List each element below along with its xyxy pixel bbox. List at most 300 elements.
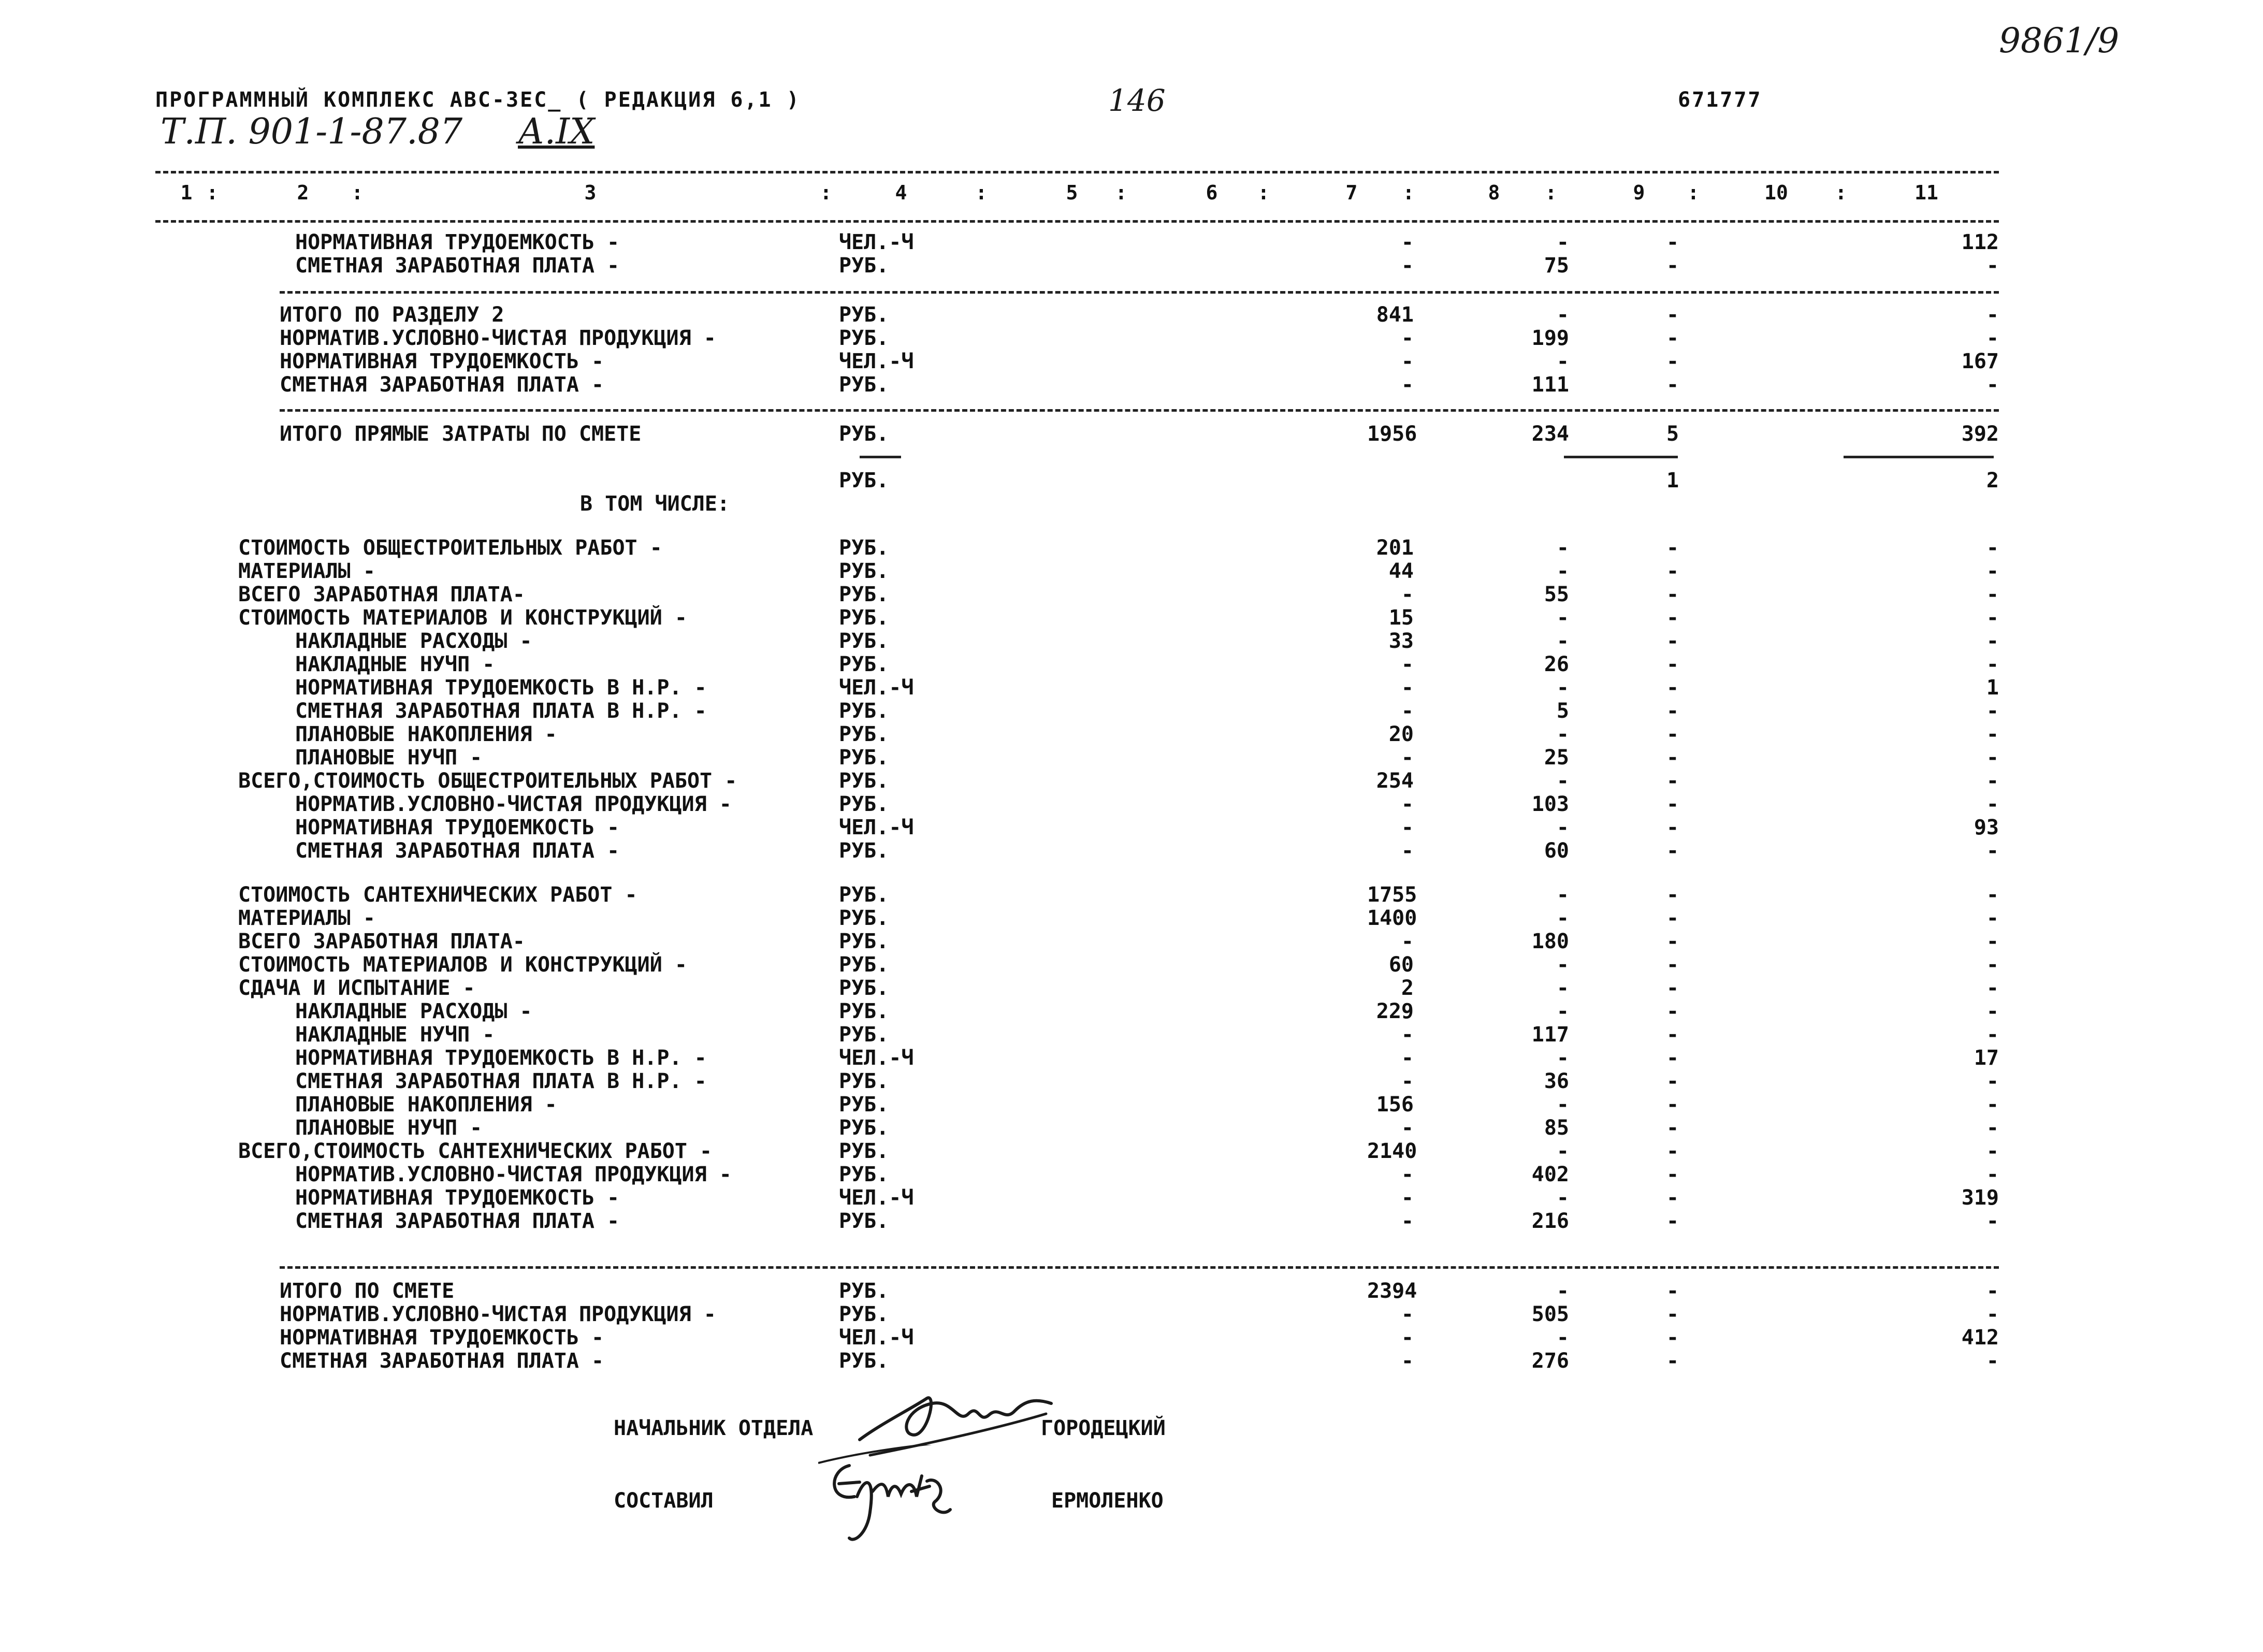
cost-value: - [1401,1186,1414,1210]
machine-value: - [1666,629,1679,653]
cost-value: - [1401,1069,1414,1093]
wage-value: 103 [1531,792,1569,816]
row-unit: РУБ. [839,1093,889,1117]
machine-value: 5 [1666,422,1679,446]
table-row [0,326,2263,350]
row-description: ВСЕГО ЗАРАБОТНАЯ ПЛАТА- [238,930,525,953]
wage-value: - [1556,350,1569,373]
cost-value: - [1401,350,1414,373]
row-description: ПЛАНОВЫЕ НАКОПЛЕНИЯ - [295,1093,557,1117]
cost-value: - [1401,1023,1414,1047]
row-description: СМЕТНАЯ ЗАРАБОТНАЯ ПЛАТА - [295,839,620,863]
labor-value: - [1986,326,1999,350]
row-unit: РУБ. [839,254,889,278]
labor-value: - [1986,883,1999,907]
program-title: ПРОГРАММНЫЙ КОМПЛЕКС АВС-3ЕС_ ( РЕДАКЦИЯ 6,1 ) [155,88,801,112]
column-number: 3 [584,181,597,204]
row-unit: РУБ. [839,930,889,953]
labor-value: - [1986,559,1999,583]
row-description: НОРМАТИВНАЯ ТРУДОЕМКОСТЬ В Н.Р. - [295,1046,707,1070]
row-description: НАКЛАДНЫЕ РАСХОДЫ - [295,629,532,653]
row-unit: РУБ. [839,953,889,977]
row-unit: РУБ. [839,722,889,746]
wage-value: - [1556,906,1569,930]
column-number: 1 [180,181,193,204]
wage-value: - [1556,883,1569,907]
table-row [0,976,2263,1000]
column-separator: : [1835,181,1847,204]
table-row [0,953,2263,977]
row-unit: РУБ. [839,536,889,560]
row-unit: РУБ. [839,976,889,1000]
row-unit: РУБ. [839,1279,889,1303]
row-unit: РУБ. [839,606,889,630]
machine-value: - [1666,1186,1679,1210]
labor-value: - [1986,792,1999,816]
cost-value: - [1401,746,1414,770]
wage-value: - [1556,1186,1569,1210]
row-description: МАТЕРИАЛЫ - [238,559,375,583]
labor-value: 392 [1961,422,1999,446]
row-unit: РУБ. [839,373,889,397]
cost-value: - [1401,653,1414,676]
labor-value: - [1986,699,1999,723]
labor-value: 412 [1961,1326,1999,1350]
row-unit: ЧЕЛ.-Ч [839,1046,914,1070]
table-row [0,583,2263,606]
cost-value: - [1401,816,1414,839]
row-description: НАКЛАДНЫЕ НУЧП - [295,653,495,676]
machine-value: - [1666,350,1679,373]
row-description: НАКЛАДНЫЕ НУЧП - [295,1023,495,1047]
machine-value: - [1666,653,1679,676]
row-unit: ЧЕЛ.-Ч [839,1186,914,1210]
row-description: НОРМАТИВ.УСЛОВНО-ЧИСТАЯ ПРОДУКЦИЯ - [280,1302,716,1326]
cost-value: - [1401,230,1414,254]
machine-value: - [1666,326,1679,350]
row-description: СТОИМОСТЬ МАТЕРИАЛОВ И КОНСТРУКЦИЙ - [238,953,687,977]
table-row [0,254,2263,278]
labor-value: 93 [1974,816,1999,839]
row-description: МАТЕРИАЛЫ - [238,906,375,930]
cost-value: 1956 [1367,422,1417,446]
wage-value: - [1556,999,1569,1023]
machine-value: - [1666,746,1679,770]
labor-value: - [1986,1116,1999,1140]
wage-value: - [1556,230,1569,254]
row-unit: РУБ. [839,792,889,816]
row-unit: РУБ. [839,422,889,446]
row-description: НОРМАТИВНАЯ ТРУДОЕМКОСТЬ - [295,230,620,254]
wage-value: - [1556,953,1569,977]
chief-label: НАЧАЛЬНИК ОТДЕЛА [614,1416,814,1440]
row-unit: РУБ. [839,559,889,583]
table-row [0,1093,2263,1117]
machine-value: - [1666,1139,1679,1163]
cost-value: - [1401,1116,1414,1140]
labor-value: - [1986,1093,1999,1117]
cost-value: 156 [1376,1093,1414,1117]
subtotal-underline [1564,456,1678,458]
machine-value: - [1666,722,1679,746]
wage-value: - [1556,769,1569,793]
table-row [0,373,2263,397]
labor-value: - [1986,1139,1999,1163]
labor-value: 1 [1986,676,1999,700]
machine-value: - [1666,1349,1679,1373]
cost-value: 15 [1388,606,1414,630]
column-number: 10 [1764,181,1788,204]
wage-value: - [1556,676,1569,700]
wage-value: 36 [1544,1069,1569,1093]
wage-value: 234 [1531,422,1569,446]
wage-value: - [1556,1279,1569,1303]
row-description: СТОИМОСТЬ САНТЕХНИЧЕСКИХ РАБОТ - [238,883,637,907]
author-label: СОСТАВИЛ [614,1489,714,1513]
table-row [0,1163,2263,1186]
table-row [0,999,2263,1023]
row-unit: ЧЕЛ.-Ч [839,230,914,254]
table-row [0,839,2263,863]
section-rule [280,291,1999,294]
table-row [0,606,2263,630]
wage-value: - [1556,1326,1569,1350]
wage-value: - [1556,1046,1569,1070]
wage-value: 25 [1544,746,1569,770]
machine-value: - [1666,1302,1679,1326]
table-top-rule [155,171,1999,173]
wage-value: 199 [1531,326,1569,350]
labor-value: - [1986,373,1999,397]
subtotal-underline [860,456,901,458]
row-description: НОРМАТИВ.УСЛОВНО-ЧИСТАЯ ПРОДУКЦИЯ - [295,792,732,816]
cost-value: - [1401,930,1414,953]
row-description: НОРМАТИВНАЯ ТРУДОЕМКОСТЬ - [295,816,620,839]
table-row [0,1209,2263,1233]
wage-value: 75 [1544,254,1569,278]
row-unit: РУБ. [839,699,889,723]
machine-value: - [1666,1279,1679,1303]
labor-value: - [1986,999,1999,1023]
row-description: СМЕТНАЯ ЗАРАБОТНАЯ ПЛАТА - [280,373,604,397]
column-separator: : [206,181,219,204]
cost-value: - [1401,373,1414,397]
table-row [0,1279,2263,1303]
machine-value: - [1666,1163,1679,1186]
column-number: 11 [1914,181,1938,204]
cost-value: 1400 [1367,906,1417,930]
cost-value: - [1401,1163,1414,1186]
labor-value: - [1986,1349,1999,1373]
cost-value: 60 [1388,953,1414,977]
machine-value: - [1666,1209,1679,1233]
column-separator: : [1687,181,1700,204]
row-unit: РУБ. [839,1163,889,1186]
column-number: 2 [297,181,309,204]
column-separator: : [975,181,988,204]
labor-value: 112 [1961,230,1999,254]
row-description: ИТОГО ПРЯМЫЕ ЗАТРАТЫ ПО СМЕТЕ [280,422,642,446]
wage-value: - [1556,303,1569,327]
machine-value: - [1666,1116,1679,1140]
row-description: СМЕТНАЯ ЗАРАБОТНАЯ ПЛАТА В Н.Р. - [295,699,707,723]
column-separator: : [1115,181,1127,204]
machine-value: - [1666,976,1679,1000]
cost-value: 254 [1376,769,1414,793]
row-description: СМЕТНАЯ ЗАРАБОТНАЯ ПЛАТА - [295,254,620,278]
machine-value: - [1666,816,1679,839]
wage-value: 85 [1544,1116,1569,1140]
row-description: НОРМАТИВНАЯ ТРУДОЕМКОСТЬ - [295,1186,620,1210]
table-row [0,492,2263,516]
labor-value: - [1986,906,1999,930]
cost-value: 20 [1388,722,1414,746]
wage-value: - [1556,629,1569,653]
wage-value: - [1556,722,1569,746]
archive-stamp: 9861/9 [1999,21,2120,61]
labor-value: - [1986,254,1999,278]
row-unit: ЧЕЛ.-Ч [839,816,914,839]
table-row [0,422,2263,446]
row-unit: РУБ. [839,839,889,863]
section-rule [280,409,1999,412]
table-row [0,536,2263,560]
row-unit: РУБ. [839,326,889,350]
table-row [0,676,2263,700]
labor-value: - [1986,930,1999,953]
labor-value: - [1986,303,1999,327]
wage-value: 111 [1531,373,1569,397]
row-unit: РУБ. [839,906,889,930]
table-row [0,906,2263,930]
table-row [0,883,2263,907]
labor-value: - [1986,583,1999,606]
table-row [0,699,2263,723]
table-row [0,559,2263,583]
table-row [0,792,2263,816]
cost-value: - [1401,1326,1414,1350]
chief-name: ГОРОДЕЦКИЙ [1041,1416,1166,1440]
machine-value: - [1666,999,1679,1023]
row-description: НОРМАТИВНАЯ ТРУДОЕМКОСТЬ - [280,1326,604,1350]
row-description: СТОИМОСТЬ ОБЩЕСТРОИТЕЛЬНЫХ РАБОТ - [238,536,662,560]
row-description: ПЛАНОВЫЕ НУЧП - [295,746,483,770]
labor-value: - [1986,536,1999,560]
column-number: 5 [1066,181,1078,204]
cost-value: 2 [1401,976,1414,1000]
wage-value: 180 [1531,930,1569,953]
row-unit: РУБ. [839,1349,889,1373]
labor-value: - [1986,1302,1999,1326]
wage-value: 402 [1531,1163,1569,1186]
row-description: В ТОМ ЧИСЛЕ: [580,492,730,516]
wage-value: - [1556,536,1569,560]
machine-value: - [1666,254,1679,278]
wage-value: 216 [1531,1209,1569,1233]
machine-value: - [1666,373,1679,397]
row-description: ВСЕГО ЗАРАБОТНАЯ ПЛАТА- [238,583,525,606]
labor-value: - [1986,1279,1999,1303]
author-signature-icon [818,1445,974,1548]
row-description: НОРМАТИВНАЯ ТРУДОЕМКОСТЬ В Н.Р. - [295,676,707,700]
column-separator: : [1402,181,1415,204]
cost-value: 33 [1388,629,1414,653]
table-row [0,469,2263,492]
row-description: НОРМАТИВНАЯ ТРУДОЕМКОСТЬ - [280,350,604,373]
labor-value: - [1986,1209,1999,1233]
labor-value: - [1986,769,1999,793]
wage-value: - [1556,816,1569,839]
machine-value: - [1666,230,1679,254]
machine-value: - [1666,839,1679,863]
labor-value: - [1986,653,1999,676]
table-row [0,1116,2263,1140]
cost-value: 229 [1376,999,1414,1023]
section-rule [280,1266,1999,1269]
machine-value: - [1666,303,1679,327]
table-row [0,1326,2263,1350]
cost-value: - [1401,699,1414,723]
machine-value: - [1666,906,1679,930]
row-unit: РУБ. [839,629,889,653]
row-unit: РУБ. [839,653,889,676]
column-separator: : [1257,181,1270,204]
labor-value: - [1986,1163,1999,1186]
cost-value: - [1401,1302,1414,1326]
row-unit: ЧЕЛ.-Ч [839,676,914,700]
row-description: СДАЧА И ИСПЫТАНИЕ - [238,976,475,1000]
machine-value: - [1666,583,1679,606]
wage-value: - [1556,559,1569,583]
table-row [0,1302,2263,1326]
row-unit: РУБ. [839,1209,889,1233]
table-row [0,1069,2263,1093]
table-row [0,350,2263,373]
row-unit: РУБ. [839,746,889,770]
labor-value: - [1986,722,1999,746]
cost-value: 2140 [1367,1139,1417,1163]
machine-value: - [1666,1326,1679,1350]
row-unit: РУБ. [839,1302,889,1326]
labor-value: - [1986,839,1999,863]
machine-value: - [1666,559,1679,583]
row-description: НОРМАТИВ.УСЛОВНО-ЧИСТАЯ ПРОДУКЦИЯ - [295,1163,732,1186]
cost-value: - [1401,676,1414,700]
wage-value: 55 [1544,583,1569,606]
author-name: ЕРМОЛЕНКО [1051,1489,1164,1513]
subtotal-underline [1844,456,1994,458]
wage-value: - [1556,1093,1569,1117]
labor-value: 17 [1974,1046,1999,1070]
row-unit: ЧЕЛ.-Ч [839,350,914,373]
column-separator: : [1545,181,1557,204]
row-description: ИТОГО ПО РАЗДЕЛУ 2 [280,303,504,327]
cost-value: 201 [1376,536,1414,560]
page-number: 146 [1108,83,1166,118]
wage-value: 276 [1531,1349,1569,1373]
row-unit: РУБ. [839,583,889,606]
row-unit: РУБ. [839,883,889,907]
cost-value: - [1401,254,1414,278]
column-separator: : [351,181,364,204]
cost-value: - [1401,792,1414,816]
labor-value: - [1986,953,1999,977]
table-header-rule [155,220,1999,223]
machine-value: - [1666,953,1679,977]
row-description: ПЛАНОВЫЕ НАКОПЛЕНИЯ - [295,722,557,746]
wage-value: 5 [1556,699,1569,723]
row-unit: РУБ. [839,1139,889,1163]
row-unit: РУБ. [839,999,889,1023]
project-number: Т.П. 901-1-87.87 [161,111,463,152]
wage-value: 60 [1544,839,1569,863]
labor-value: 2 [1986,469,1999,492]
labor-value: 167 [1961,350,1999,373]
labor-value: 319 [1961,1186,1999,1210]
machine-value: - [1666,699,1679,723]
table-row [0,1139,2263,1163]
machine-value: - [1666,1093,1679,1117]
wage-value: - [1556,1139,1569,1163]
machine-value: - [1666,883,1679,907]
machine-value: - [1666,676,1679,700]
album-number: А.IX [518,111,595,152]
cost-value: 44 [1388,559,1414,583]
labor-value: - [1986,746,1999,770]
row-unit: РУБ. [839,303,889,327]
cost-value: - [1401,839,1414,863]
wage-value: - [1556,976,1569,1000]
row-description: СМЕТНАЯ ЗАРАБОТНАЯ ПЛАТА - [280,1349,604,1373]
row-description: ВСЕГО,СТОИМОСТЬ ОБЩЕСТРОИТЕЛЬНЫХ РАБОТ - [238,769,737,793]
table-row [0,653,2263,676]
column-number: 7 [1345,181,1358,204]
machine-value: 1 [1666,469,1679,492]
table-row [0,930,2263,953]
wage-value: 117 [1531,1023,1569,1047]
row-unit: РУБ. [839,1023,889,1047]
row-description: ПЛАНОВЫЕ НУЧП - [295,1116,483,1140]
table-row [0,769,2263,793]
wage-value: 505 [1531,1302,1569,1326]
row-unit: РУБ. [839,769,889,793]
machine-value: - [1666,1046,1679,1070]
machine-value: - [1666,1023,1679,1047]
wage-value: 26 [1544,653,1569,676]
table-row [0,816,2263,839]
labor-value: - [1986,1023,1999,1047]
table-row [0,1046,2263,1070]
row-description: ВСЕГО,СТОИМОСТЬ САНТЕХНИЧЕСКИХ РАБОТ - [238,1139,713,1163]
table-row [0,629,2263,653]
row-description: СМЕТНАЯ ЗАРАБОТНАЯ ПЛАТА В Н.Р. - [295,1069,707,1093]
cost-value: - [1401,1209,1414,1233]
table-row [0,1349,2263,1373]
machine-value: - [1666,1069,1679,1093]
row-unit: РУБ. [839,469,889,492]
wage-value: - [1556,606,1569,630]
cost-value: 1755 [1367,883,1417,907]
row-unit: РУБ. [839,1116,889,1140]
table-row [0,303,2263,327]
cost-value: 841 [1376,303,1414,327]
cost-value: 2394 [1367,1279,1417,1303]
labor-value: - [1986,606,1999,630]
column-number: 9 [1633,181,1645,204]
labor-value: - [1986,1069,1999,1093]
column-number: 8 [1488,181,1500,204]
cost-value: - [1401,1349,1414,1373]
